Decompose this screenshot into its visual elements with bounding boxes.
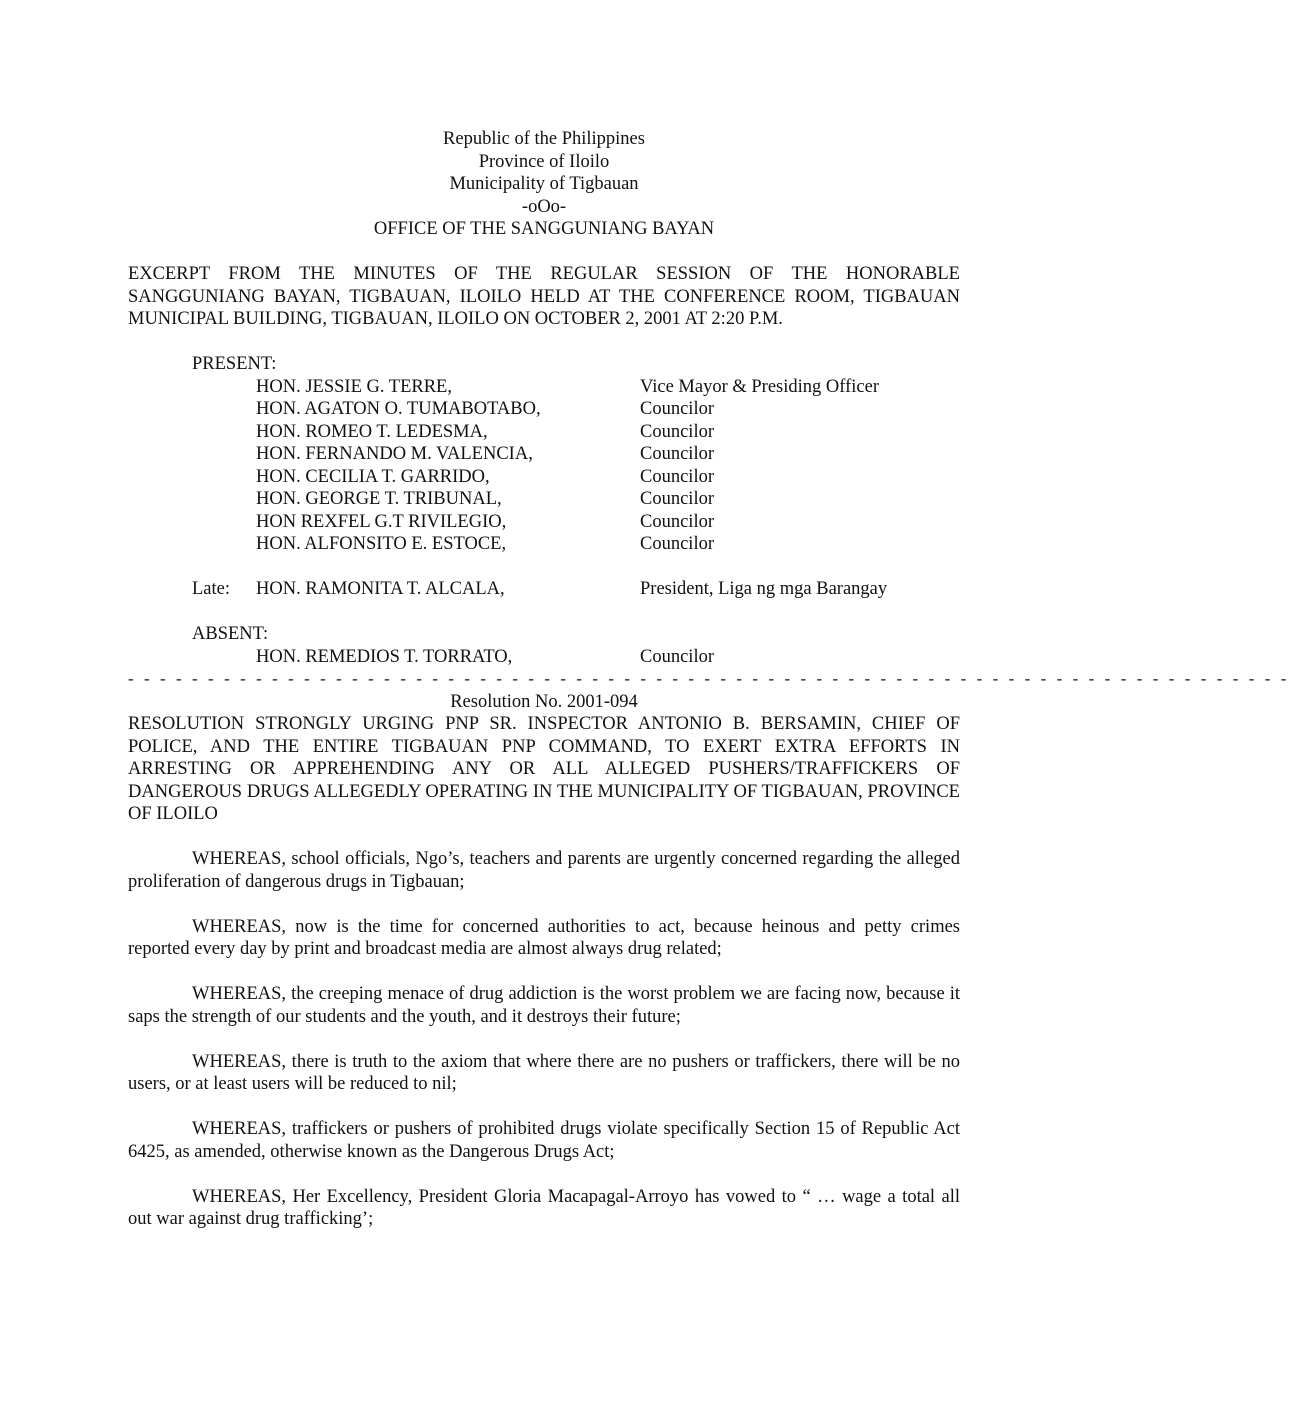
member-name: HON. CECILIA T. GARRIDO, bbox=[256, 466, 490, 487]
dashed-separator: - - - - - - - - - - - - - - - - - - - - - - - - - - - - - - - - - - - - - - - - - - - - - - - - - - - - - - - - - - - - - - - - - - - - - - - - - bbox=[128, 669, 1290, 688]
header-office: OFFICE OF THE SANGGUNIANG BAYAN bbox=[373, 219, 715, 239]
member-position: Councilor bbox=[640, 421, 714, 442]
present-member-row bbox=[128, 376, 960, 399]
member-name: HON. ALFONSITO E. ESTOCE, bbox=[256, 534, 507, 554]
member-position: Councilor bbox=[640, 646, 714, 667]
member-position: Vice Mayor & Presiding Officer bbox=[640, 376, 879, 397]
member-name: HON. JESSIE G. TERRE, bbox=[256, 376, 452, 397]
whereas-clause: WHEREAS, Her Excellency, President Gloria Macapagal-Arroyo has vowed to “ … wage a total all out war against drug trafficking’; bbox=[128, 1186, 960, 1229]
minutes-excerpt: EXCERPT FROM THE MINUTES OF THE REGULAR SESSION OF THE HONORABLE SANGGUNIANG BAYAN, TIGBAUAN, ILOILO HELD AT THE CONFERENCE ROOM, TIGBAUAN MUNICIPAL BUILDING, TIGBAUAN, ILOILO ON OCTOBER 2, 2001 AT 2:20 P.M. bbox=[128, 264, 960, 329]
whereas-clause: WHEREAS, traffickers or pushers of prohibited drugs violate specifically Section 15 of Republic Act 6425, as amended, otherwise known as the Dangerous Drugs Act; bbox=[128, 1119, 960, 1162]
member-name: HON. REMEDIOS T. TORRATO, bbox=[256, 646, 513, 667]
member-position: Councilor bbox=[640, 511, 714, 532]
whereas-clause: WHEREAS, now is the time for concerned authorities to act, because heinous and petty crimes reported every day by print and broadcast media are almost always drug related; bbox=[128, 916, 960, 959]
absent-label: ABSENT: bbox=[192, 624, 269, 644]
present-member-row bbox=[128, 533, 960, 556]
member-position: Councilor bbox=[640, 534, 714, 554]
document-header bbox=[128, 128, 960, 241]
present-member-row bbox=[128, 398, 960, 421]
whereas-clause: WHEREAS, school officials, Ngo’s, teachers and parents are urgently concerned regarding the alleged proliferation of dangerous drugs in Tigbauan; bbox=[128, 849, 960, 892]
whereas-clause: WHEREAS, the creeping menace of drug addiction is the worst problem we are facing now, because it saps the strength of our students and the youth, and it destroys their future; bbox=[128, 984, 960, 1027]
member-position: Councilor bbox=[640, 444, 714, 464]
late-section bbox=[128, 578, 960, 601]
header-ornament: -oOo- bbox=[521, 196, 567, 217]
member-name: HON. AGATON O. TUMABOTABO, bbox=[256, 399, 541, 419]
present-section bbox=[128, 353, 960, 556]
present-member-row bbox=[128, 443, 960, 466]
header-republic: Republic of the Philippines bbox=[443, 129, 645, 149]
document-page bbox=[128, 128, 1290, 1231]
resolution-title: RESOLUTION STRONGLY URGING PNP SR. INSPECTOR ANTONIO B. BERSAMIN, CHIEF OF POLICE, AND THE ENTIRE TIGBAUAN PNP COMMAND, TO EXERT EXTRA EFFORTS IN ARRESTING OR APPREHENDING ANY OR ALL ALLEGED PUSHERS/TRAFFICKERS OF DANGEROUS DRUGS ALLEGEDLY OPERATING IN THE MUNICIPALITY OF TIGBAUAN, PROVINCE OF ILOILO bbox=[128, 714, 960, 824]
present-member-row bbox=[128, 466, 960, 489]
member-position: Councilor bbox=[640, 489, 714, 509]
member-name: HON. GEORGE T. TRIBUNAL, bbox=[256, 489, 502, 509]
present-member-row bbox=[128, 488, 960, 511]
present-label: PRESENT: bbox=[192, 354, 277, 374]
present-member-row bbox=[128, 511, 960, 534]
member-position: President, Liga ng mga Barangay bbox=[640, 579, 888, 599]
member-name: HON REXFEL G.T RIVILEGIO, bbox=[256, 511, 507, 532]
member-name: HON. FERNANDO M. VALENCIA, bbox=[256, 444, 533, 464]
whereas-clause: WHEREAS, there is truth to the axiom that where there are no pushers or traffickers, there will be no users, or at least users will be reduced to nil; bbox=[128, 1051, 960, 1094]
header-province: Province of Iloilo bbox=[478, 151, 610, 172]
late-label: Late: bbox=[192, 579, 231, 599]
absent-member-row bbox=[128, 646, 960, 669]
present-member-row bbox=[128, 421, 960, 444]
late-member-row bbox=[128, 578, 960, 601]
member-name: HON. RAMONITA T. ALCALA, bbox=[256, 579, 505, 599]
header-municipality: Municipality of Tigbauan bbox=[449, 174, 639, 194]
resolution-number: Resolution No. 2001-094 bbox=[450, 691, 638, 712]
member-position: Councilor bbox=[640, 466, 714, 487]
member-name: HON. ROMEO T. LEDESMA, bbox=[256, 421, 488, 442]
absent-section bbox=[128, 623, 960, 668]
member-position: Councilor bbox=[640, 399, 714, 419]
